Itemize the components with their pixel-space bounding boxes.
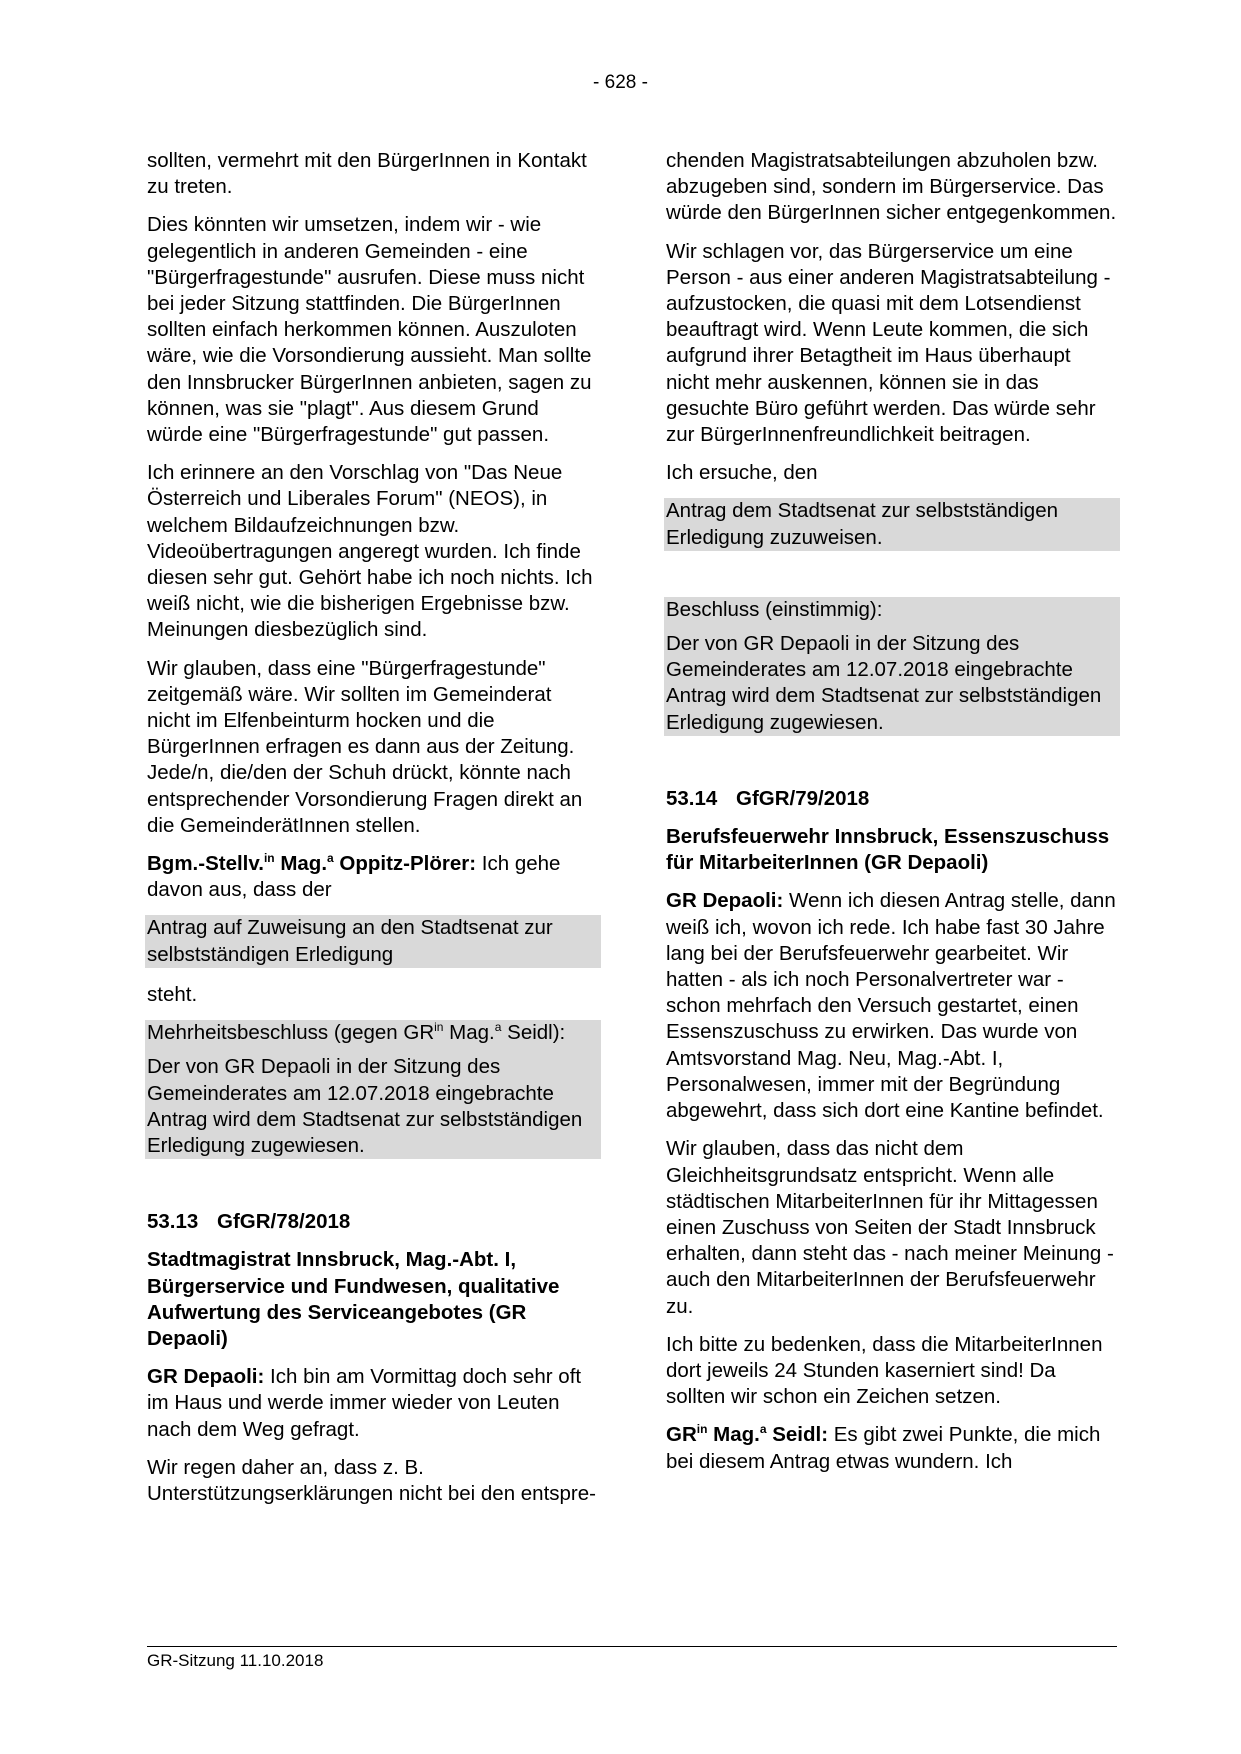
paragraph: Ich erinnere an den Vorschlag von "Das Neue Österreich und Liberales Forum" (NEOS), in welchem Bildaufzeichnungen bzw. Videoübertragungen angeregt wurden. Ich finde diesen sehr gut. Gehört habe ich noch nichts. Ich weiß nicht, wie die bisherigen Ergebnisse bzw. Meinungen diesbezüglich sind. (147, 461, 593, 642)
speaker-text: Wenn ich diesen Antrag stelle, dann weiß ich, wovon ich rede. Ich habe fast 30 Jahre lang bei der Berufsfeuerwehr gearbeitet. Wir hatten - als ich noch Personalvertreter war - schon mehrfach den Versuch gestartet, einen Essenszuschuss zu erwirken. Das wurde von Amtsvorstand Mag. Neu, Mag.-Abt. I, Personalwesen, immer mit der Begründung abgewehrt, dass sich dort eine Kantine befindet. (666, 889, 1116, 1123)
paragraph: steht. (147, 982, 198, 1006)
resolution-box (664, 597, 1120, 736)
speaker-paragraph (666, 1422, 1118, 1474)
speaker-text: Es gibt zwei Punkte, die mich bei diesem Antrag etwas wundern. Ich (666, 1423, 1101, 1473)
section-heading (147, 1209, 599, 1235)
paragraph: Dies könnten wir umsetzen, indem wir - wie gelegentlich in anderen Gemeinden - eine "Bürgerfragestunde" ausrufen. Diese muss nicht bei jeder Sitzung stattfinden. Die BürgerInnen sollten einfach herkommen können. Auszuloten wäre, wie die Vorsondierung aussieht. Man sollte den Innsbrucker BürgerInnen anbieten, sagen zu können, was sie "plagt". Aus diesem Grund würde eine "Bürgerfragestunde" gut passen. (147, 213, 592, 447)
right-column (666, 148, 1118, 1487)
motion-box (664, 498, 1120, 550)
speaker-text: Ich bin am Vormittag doch sehr oft im Haus und werde immer wieder von Leuten nach dem Weg gefragt. (147, 1365, 582, 1441)
speaker-paragraph (147, 851, 599, 903)
speaker-paragraph (147, 1364, 599, 1443)
speaker-paragraph (666, 888, 1118, 1124)
motion-text: Antrag auf Zuweisung an den Stadtsenat zur selbstständigen Erledigung (147, 916, 553, 966)
section-title: Stadtmagistrat Innsbruck, Mag.-Abt. I, Bürgerservice und Fundwesen, qualitative Aufwertung des Serviceangebotes (GR Depaoli) (147, 1248, 560, 1350)
section-code: GfGR/79/2018 (736, 786, 870, 810)
speaker-name: GR Depaoli: (666, 889, 784, 913)
page-number: - 628 - (593, 72, 648, 93)
resolution-heading: Mehrheitsbeschluss (gegen $GR^{in}$ Mag.$^a$ Seidl): (147, 1020, 566, 1045)
paragraph: Wir glauben, dass das nicht dem Gleichheitsgrundsatz entspricht. Wenn alle städtischen MitarbeiterInnen für ihr Mittagessen einen Zuschuss von Seiten der Stadt Innsbruck erhalten, dann steht das - nach meiner Meinung - auch den MitarbeiterInnen der Berufsfeuerwehr zu. (666, 1137, 1114, 1318)
section-title: Berufsfeuerwehr Innsbruck, Essenszuschuss für MitarbeiterInnen (GR Depaoli) (666, 825, 1110, 875)
section-number: 53.13 (147, 1210, 199, 1234)
paragraph: Ich ersuche, den (666, 461, 818, 485)
speaker-name: GR Depaoli: (147, 1365, 265, 1389)
paragraph: Ich bitte zu bedenken, dass die MitarbeiterInnen dort jeweils 24 Stunden kaserniert sind! Da sollten wir schon ein Zeichen setzen. (666, 1332, 1103, 1409)
resolution-box (145, 1020, 601, 1159)
section-heading (666, 786, 1118, 812)
section-code: GfGR/78/2018 (217, 1210, 351, 1234)
resolution-text: Der von GR Depaoli in der Sitzung des Gemeinderates am 12.07.2018 eingebrachte Antrag wird dem Stadtsenat zur selbstständigen Erledigung zugewiesen. (666, 632, 1102, 734)
motion-box (145, 915, 601, 967)
resolution-text: Der von GR Depaoli in der Sitzung des Gemeinderates am 12.07.2018 eingebrachte Antrag wird dem Stadtsenat zur selbstständigen Erledigung zugewiesen. (147, 1055, 583, 1157)
paragraph: Wir glauben, dass eine "Bürgerfragestunde" zeitgemäß wäre. Wir sollten im Gemeinderat nicht im Elfenbeinturm hocken und die BürgerInnen erfragen es dann aus der Zeitung. Jede/n, die/den der Schuh drückt, könnte nach entsprechender Vorsondierung Fragen direkt an die GemeinderätInnen stellen. (147, 656, 583, 837)
speaker-name: $GR^{in}$ Mag.$^a$ Seidl: (666, 1422, 829, 1447)
left-column (147, 148, 599, 1519)
motion-text: Antrag dem Stadtsenat zur selbstständigen Erledigung zuzuweisen. (666, 499, 1059, 549)
speaker-name: Bgm.-Stellv.$^{in}$ Mag.$^a$ Oppitz-Plörer: (147, 851, 477, 876)
paragraph: Wir schlagen vor, das Bürgerservice um eine Person - aus einer anderen Magistratsabteilung - aufzustocken, die quasi mit dem Lotsendienst beauftragt wird. Wenn Leute kommen, die sich aufgrund ihrer Betagtheit im Haus überhaupt nicht mehr auskennen, können sie in das gesuchte Büro geführt werden. Das würde sehr zur BürgerInnenfreundlichkeit beitragen. (666, 239, 1111, 447)
paragraph: sollten, vermehrt mit den BürgerInnen in Kontakt zu treten. (147, 149, 587, 199)
section-number: 53.14 (666, 786, 718, 810)
resolution-heading: Beschluss (einstimmig): (666, 597, 883, 621)
speaker-text: Ich gehe davon aus, dass der (147, 852, 561, 902)
footer-text: GR-Sitzung 11.10.2018 (147, 1651, 324, 1670)
paragraph: Wir regen daher an, dass z. B. Unterstützungserklärungen nicht bei den entspre- (147, 1455, 596, 1505)
paragraph: chenden Magistratsabteilungen abzuholen bzw. abzugeben sind, sondern im Bürgerservice. Das würde den BürgerInnen sicher entgegenkommen. (666, 149, 1117, 225)
footer-divider (147, 1646, 1117, 1647)
